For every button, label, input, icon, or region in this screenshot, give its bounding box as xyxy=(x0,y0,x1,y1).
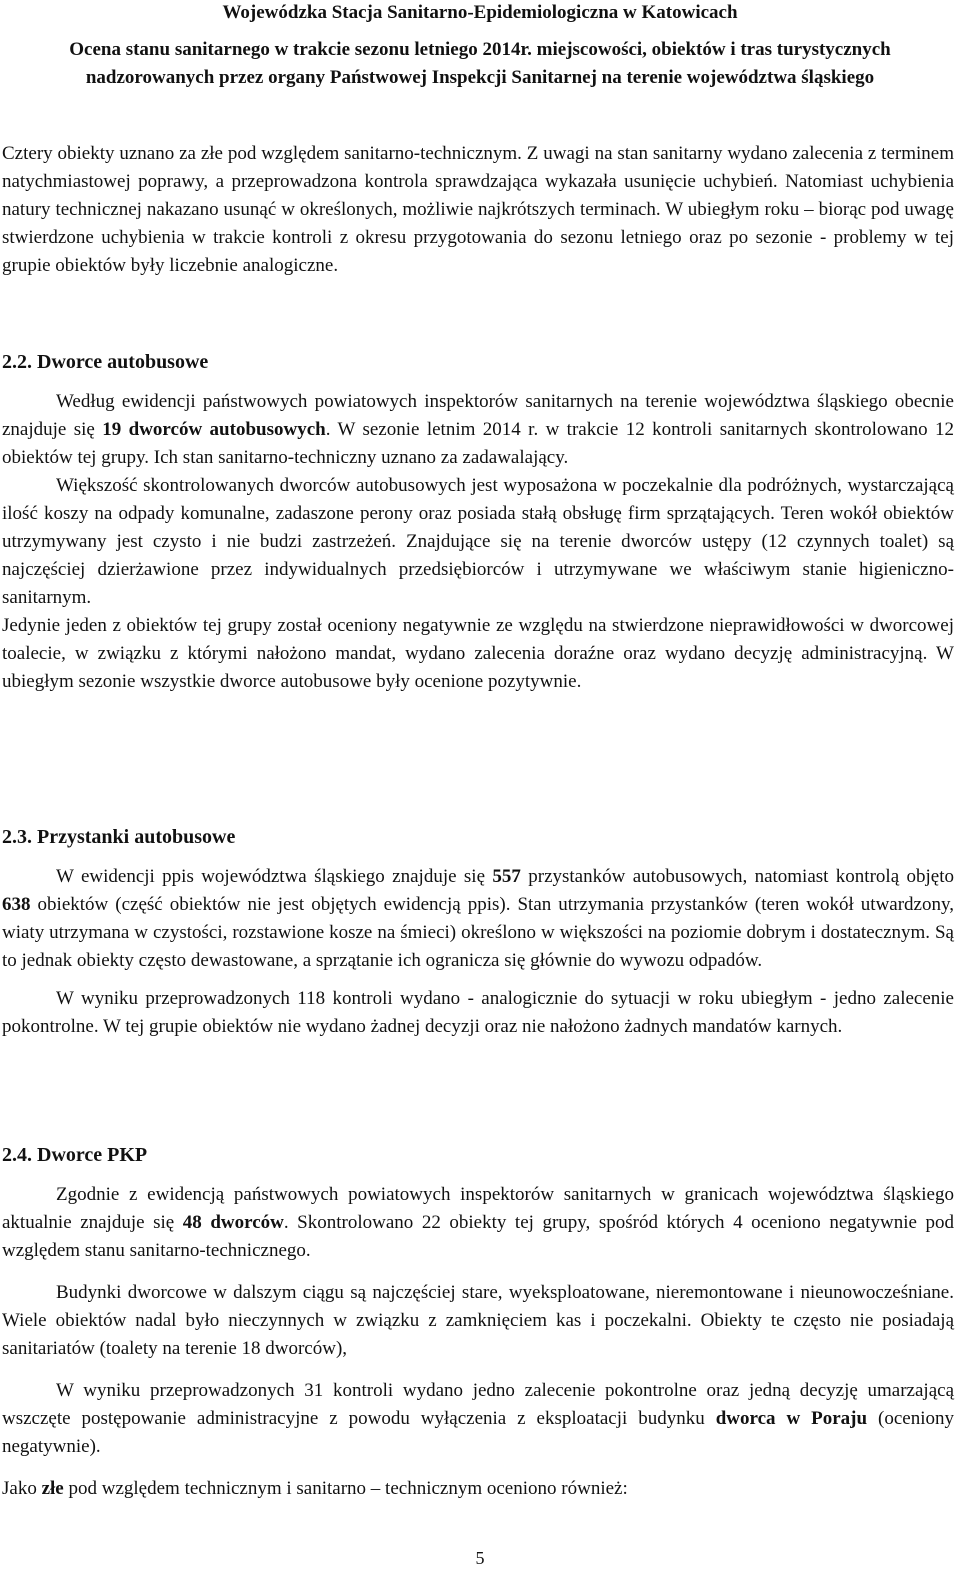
section-bus-stations-body xyxy=(2,388,954,696)
pkp-paragraph-1: Zgodnie z ewidencją państwowych powiatowych inspektorów sanitarnych w granicach województwa śląskiego aktualnie znajduje się 48 dworców. Skontrolowano 22 obiekty tej grupy, spośród których 4 oceniono negatywnie pod względem stanu sanitarno-technicznego. xyxy=(2,1184,954,1261)
institution-header: Wojewódzka Stacja Sanitarno-Epidemiologiczna w Katowicach xyxy=(222,2,738,23)
bus-stations-paragraph-1: Według ewidencji państwowych powiatowych inspektorów sanitarnych na terenie województwa śląskiego obecnie znajduje się 19 dworców autobusowych. W sezonie letnim 2014 r. w trakcie 12 kontroli sanitarnych skontrolowano 12 obiektów tej grupy. Ich stan sanitarno-techniczny uznano za zadawalający. xyxy=(2,391,954,468)
bus-stops-paragraph-2: W wyniku przeprowadzonych 118 kontroli wydano - analogicznie do sytuacji w roku ubiegłym - jedno zalecenie pokontrolne. W tej grupie obiektów nie wydano żadnej decyzji oraz nie nałożono żadnych mandatów karnych. xyxy=(2,988,954,1037)
section-pkp-stations-body xyxy=(2,1181,954,1503)
bus-stops-paragraph-1: W ewidencji ppis województwa śląskiego znajduje się 557 przystanków autobusowych, natomiast kontrolą objęto 638 obiektów (część obiektów nie jest objętych ewidencją ppis). Stan utrzymania przystanków (teren wokół utwardzony, wiaty utrzymana w czystości, rozstawione kosze na śmieci) określono w większości na poziomie dobrym i dostatecznym. Są to jednak obiekty często dewastowane, a sprzątanie ich ogranicza się głównie do wywozu odpadów. xyxy=(2,866,954,971)
section-heading-bus-stops: 2.3. Przystanki autobusowe xyxy=(2,826,236,848)
section-heading-bus-stations: 2.2. Dworce autobusowe xyxy=(2,351,209,373)
page-number: 5 xyxy=(475,1548,485,1568)
pkp-paragraph-4: Jako złe pod względem technicznym i sanitarno – technicznym oceniono również: xyxy=(2,1478,628,1499)
pkp-paragraph-3: W wyniku przeprowadzonych 31 kontroli wydano jedno zalecenie pokontrolne oraz jedną decyzję umarzającą wszczęte postępowanie administracyjne z powodu wyłączenia z eksploatacji budynku dworca w Poraju (oceniony negatywnie). xyxy=(2,1380,954,1457)
intro-paragraph: Cztery obiekty uznano za złe pod względem sanitarno-technicznym. Z uwagi na stan sanitarny wydano zalecenia z terminem natychmiastowej poprawy, a przeprowadzona kontrola sprawdzająca wykazała usunięcie uchybień. Natomiast uchybienia natury technicznej nakazano usunąć w określonych, możliwie najkrótszych terminach. W ubiegłym roku – biorąc pod uwagę stwierdzone uchybienia w trakcie kontroli z okresu przygotowania do sezonu letniego oraz po sezonie - problemy w tej grupie obiektów były liczebnie analogiczne. xyxy=(2,143,954,276)
report-subtitle: Ocena stanu sanitarnego w trakcie sezonu letniego 2014r. miejscowości, obiektów i tras turystycznych nadzorowanych przez organy Państwowej Inspekcji Sanitarnej na terenie województwa śląskiego xyxy=(69,39,891,88)
section-bus-stops-body xyxy=(2,863,954,1041)
section-heading-pkp-stations: 2.4. Dworce PKP xyxy=(2,1144,148,1166)
pkp-paragraph-2: Budynki dworcowe w dalszym ciągu są najczęściej stare, wyeksploatowane, nieremontowane i nieunowocześniane. Wiele obiektów nadal było nieczynnych w związku z zamknięciem kas i poczekalni. Obiekty te często nie posiadają sanitariatów (toalety na terenie 18 dworców), xyxy=(2,1282,954,1359)
bus-stations-paragraph-3: Jedynie jeden z obiektów tej grupy został oceniony negatywnie ze względu na stwierdzone nieprawidłowości w dworcowej toalecie, w związku z którymi nałożono mandat, wydano zalecenia doraźne oraz wydano decyzję administracyjną. W ubiegłym sezonie wszystkie dworce autobusowe były ocenione pozytywnie. xyxy=(2,615,954,692)
bus-stations-paragraph-2: Większość skontrolowanych dworców autobusowych jest wyposażona w poczekalnie dla podróżnych, wystarczającą ilość koszy na odpady komunalne, zadaszone perony oraz posiada stałą obsługę firm sprzątających. Teren wokół obiektów utrzymywany jest czysto i nie budzi zastrzeżeń. Znajdujące się na terenie dworców ustępy (12 czynnych toalet) są najczęściej dzierżawione przez indywidualnych przedsiębiorców i utrzymywane we właściwym stanie higieniczno-sanitarnym. xyxy=(2,475,954,608)
